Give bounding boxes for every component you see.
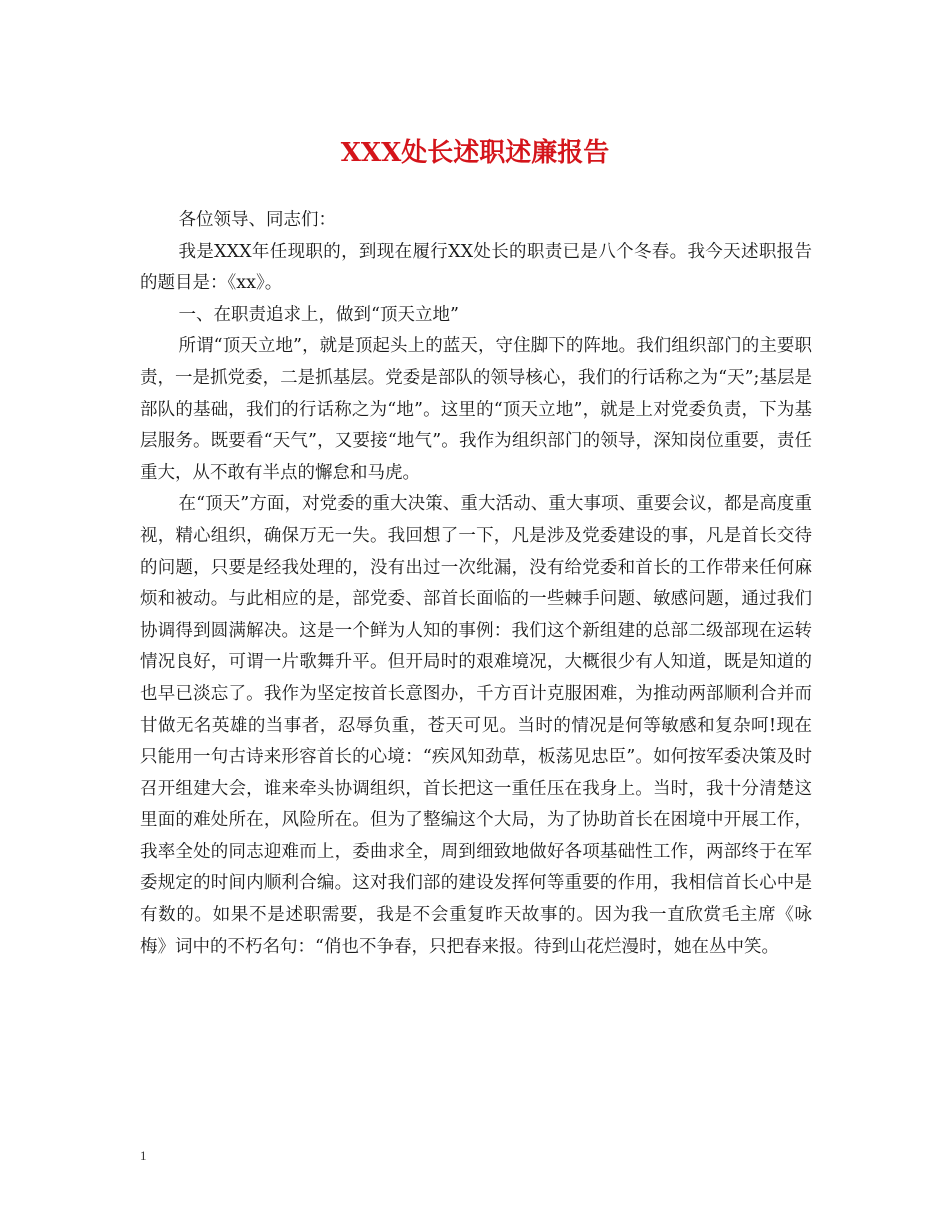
intro-paragraph: 我是XXX年任现职的，到现在履行XX处长的职责已是八个冬春。我今天述职报告的题目是：《xx》。	[140, 241, 812, 294]
section-heading: 一、在职责追求上，做到“顶天立地”	[178, 304, 459, 325]
document-title: XXX处长述职述廉报告	[340, 138, 610, 168]
page-number: 1	[140, 1148, 147, 1163]
body-paragraph: 所谓“顶天立地”，就是顶起头上的蓝天，守住脚下的阵地。我们组织部门的主要职责，一是抓党委，二是抓基层。党委是部队的领导核心，我们的行话称之为“天”;基层是部队的基础，我们的行话称之为“地”。这里的“顶天立地”，就是上对党委负责，下为基层服务。既要看“天气”，又要接“地气”。我作为组织部门的领导，深知岗位重要，责任重大，从不敢有半点的懈怠和马虎。	[140, 336, 812, 483]
document-body	[140, 205, 812, 963]
salutation: 各位领导、同志们：	[178, 210, 336, 230]
body-paragraph: 在“顶天”方面，对党委的重大决策、重大活动、重大事项、重要会议，都是高度重视，精心组织，确保万无一失。我回想了一下，凡是涉及党委建设的事，凡是首长交待的问题，只要是经我处理的，没有出过一次纰漏，没有给党委和首长的工作带来任何麻烦和被动。与此相应的是，部党委、部首长面临的一些棘手问题、敏感问题，通过我们协调得到圆满解决。这是一个鲜为人知的事例：我们这个新组建的总部二级部现在运转情况良好，可谓一片歌舞升平。但开局时的艰难境况，大概很少有人知道，既是知道的也早已淡忘了。我作为坚定按首长意图办，千方百计克服困难，为推动两部顺利合并而甘做无名英雄的当事者，忍辱负重，苍天可见。当时的情况是何等敏感和复杂呵!现在只能用一句古诗来形容首长的心境：“疾风知劲草，板荡见忠臣”。如何按军委决策及时召开组建大会，谁来牵头协调组织，首长把这一重任压在我身上。当时，我十分清楚这里面的难处所在，风险所在。但为了整编这个大局，为了协助首长在困境中开展工作，我率全处的同志迎难而上，委曲求全，周到细致地做好各项基础性工作，两部终于在军委规定的时间内顺利合编。这对我们部的建设发挥何等重要的作用，我相信首长心中是有数的。如果不是述职需要，我是不会重复昨天故事的。因为我一直欣赏毛主席《咏梅》词中的不朽名句：“俏也不争春，只把春来报。待到山花烂漫时，她在丛中笑。	[140, 494, 812, 957]
